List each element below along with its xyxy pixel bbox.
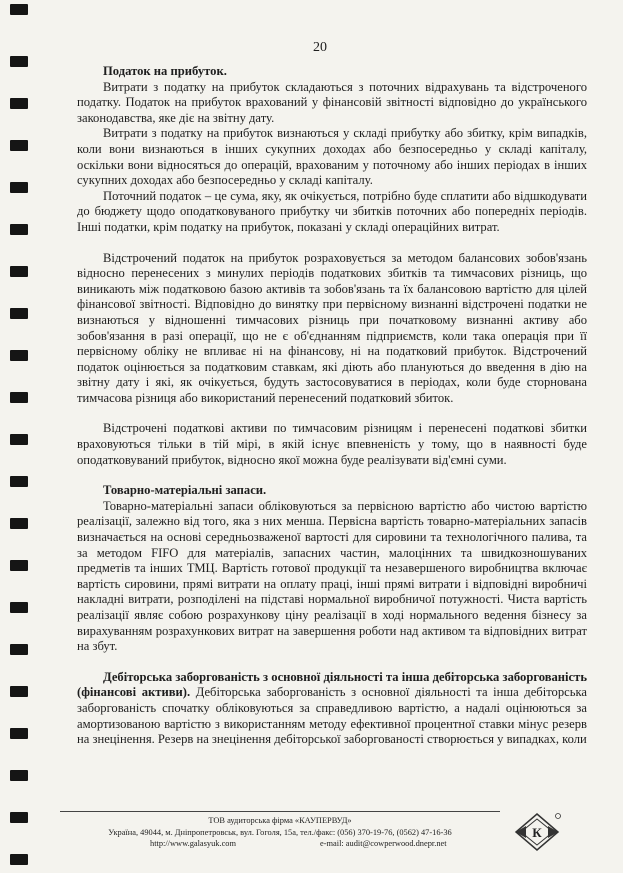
binding-hole xyxy=(10,686,28,697)
paragraph: Витрати з податку на прибуток складаються з поточних відрахувань та відстроченого податку. Податок на прибуток врахований у фінансовій звітності відповідно до українського законодавства, яке діє на звітну дату. xyxy=(77,79,587,125)
section-heading-income-tax: Податок на прибуток. xyxy=(103,64,227,78)
section-heading-inventories: Товарно-матеріальні запаси. xyxy=(103,483,267,498)
logo-letter: К xyxy=(532,825,542,840)
binding-hole xyxy=(10,182,28,193)
footer-address: Україна, 49044, м. Дніпропетровськ, вул. Гоголя, 15а, тел./факс: (056) 370-19-76, (0562) 47-16-36 xyxy=(108,828,452,837)
footer-divider xyxy=(60,811,500,812)
binding-hole xyxy=(10,266,28,277)
footer-email: e-mail: audit@cowperwood.dnepr.net xyxy=(320,839,447,848)
binding-hole xyxy=(10,518,28,529)
firm-logo-icon xyxy=(512,812,562,852)
section-heading-receivables: Дебіторська заборгованість з основної діяльності та інша дебіторська заборгованість (фінансові активи). xyxy=(77,669,587,700)
binding-hole xyxy=(10,644,28,655)
paragraph: Поточний податок – це сума, яку, як очікується, потрібно буде сплатити або відшкодувати до бюджету щодо оподатковуваного прибутку чи збитків поточних або попередніх періодів. Інші податки, крім податку на прибуток, показані у складі операційних витрат. xyxy=(77,188,587,234)
binding-hole xyxy=(10,854,28,865)
document-body xyxy=(77,64,587,748)
binding-hole xyxy=(10,56,28,67)
binding-hole xyxy=(10,434,28,445)
paragraph-text: Дебіторська заборгованість з основної діяльності та інша дебіторська заборгованість спочатку обліковуються за справедливою вартістю, а надалі оцінюються за амортизованою вартістю з використанням методу ефективної процентної ставки мінус резерв на знецінення. Резерв на знецінення дебіторської заборгованості створюється у випадках, коли xyxy=(77,685,587,747)
binding-hole xyxy=(10,812,28,823)
binding-hole xyxy=(10,308,28,319)
binding-hole xyxy=(10,770,28,781)
binding-hole xyxy=(10,350,28,361)
binding-hole xyxy=(10,4,28,15)
paragraph: Товарно-матеріальні запаси обліковуються за первісною вартістю або чистою вартістю реалізації, залежно від того, яка з них менша. Первісна вартість товарно-матеріальних запасів визначається на основі середньозваженої вартості для сировини та технологічного палива, та за методом FIFO для матеріалів, запасних частин, малоцінних та швидкозношуваних предметів та інших ТМЦ. Вартість готової продукції та незавершеного виробництва включає вартість сировини, прямі витрати на оплату праці, інші прямі витрати і відповідні виробничі накладні витрати, розподілені на підставі нормальної виробничої потужності. Чиста вартість реалізації являє собою розрахункову ціну реалізації в ході нормального ведення бізнесу за вирахуванням розрахункових витрат на завершення роботи над активом та відповідних витрат на збут. xyxy=(77,498,587,654)
footer-website-link[interactable]: http://www.galasyuk.com xyxy=(150,839,236,848)
paragraph: Витрати з податку на прибуток визнаються у складі прибутку або збитку, крім випадків, коли вони визнаються в інших сукупних доходах або безпосередньо у складі капіталу, оскільки вони відносяться до операцій, врахованим у поточному або інших періодах в інших сукупних доходах або безпосередньо у складі капіталу. xyxy=(77,126,587,188)
binding-hole xyxy=(10,392,28,403)
binding-hole xyxy=(10,560,28,571)
paragraph-receivables xyxy=(77,670,587,748)
paragraph: Відстрочений податок на прибуток розраховується за методом балансових зобов'язань відносно перенесених з минулих періодів податкових збитків та тимчасових різниць, що виникають між податковою базою активів та зобов'язань та їх балансовою вартістю для цілей фінансової звітності. Відповідно до винятку при первісному визнанні відстрочені податки не визнаються у відношенні тимчасових різниць при початковому визнанні активу або зобов'язання в разі операції, що не є об'єднанням підприємств, коли така операція при її первісному обліку не впливає ні на фінансову, ні на податковий прибуток. Відстрочений податок оцінюється за податковим ставкам, які діють або плануються до введення в дію на звітну дату і які, як очікується, будуть застосовуватися в періодах, коли буде сторнована тимчасова різниця або використаний перенесений податковий збиток. xyxy=(77,250,587,405)
paragraph: Відстрочені податкові активи по тимчасовим різницям і перенесені податкові збитки враховуються тільки в тій мірі, в якій існує впевненість у тому, що в наявності буде оподатковуваний прибуток, відносно якої можна буде реалізувати від'ємні суми. xyxy=(77,421,587,467)
page-number: 20 xyxy=(313,40,327,55)
binding-hole xyxy=(10,224,28,235)
footer-firm-name: ТОВ аудиторська фірма «КАУПЕРВУД» xyxy=(208,816,352,825)
binding-hole xyxy=(10,728,28,739)
binding-hole xyxy=(10,140,28,151)
spiral-binding xyxy=(0,0,36,873)
binding-hole xyxy=(10,476,28,487)
binding-hole xyxy=(10,98,28,109)
binding-hole xyxy=(10,602,28,613)
